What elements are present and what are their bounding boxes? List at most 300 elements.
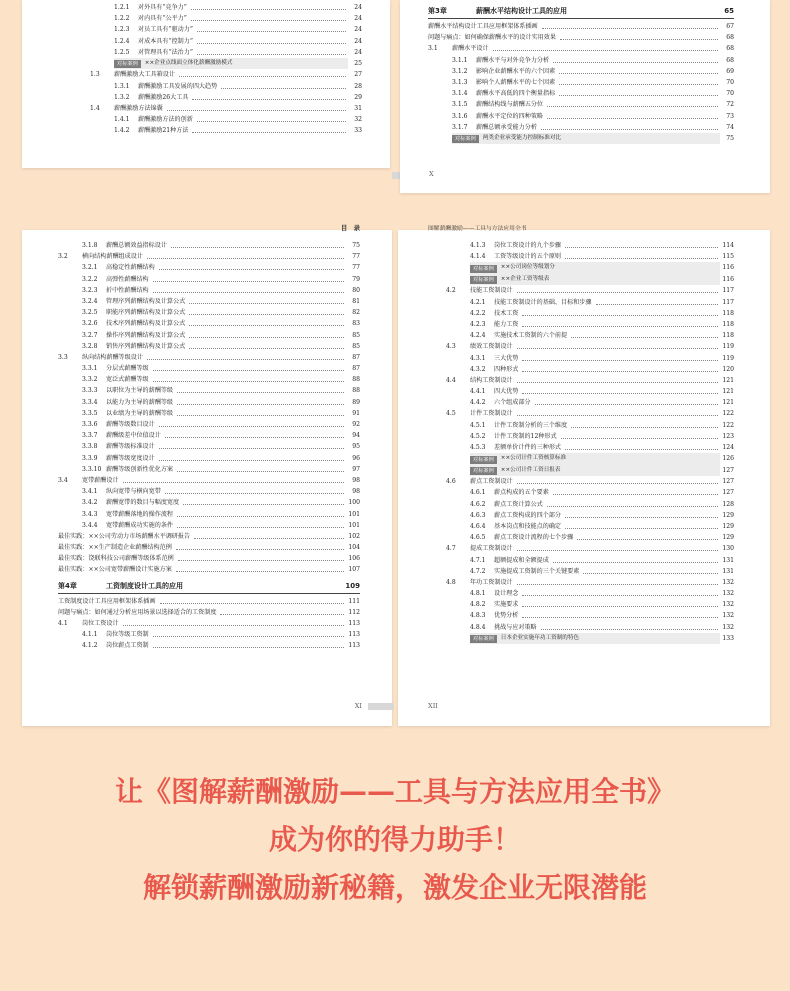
subsection-number: 4.2.2	[470, 309, 486, 317]
toc-subsection	[446, 499, 734, 510]
page-ref: 98	[352, 488, 360, 496]
toc-case-entry	[446, 274, 734, 286]
page-ref: 68	[726, 34, 734, 42]
subsection-title: 四大优势	[494, 388, 519, 396]
toc-subsection	[58, 363, 360, 374]
page-ref: 121	[722, 388, 734, 396]
page-number: XII	[428, 702, 438, 710]
leader-dots	[522, 588, 718, 596]
subsection-title: 以能力为主导的薪酬等级	[106, 398, 174, 406]
subsection-title: 六个组成部分	[494, 399, 531, 407]
leader-dots	[191, 13, 346, 21]
leader-dots	[547, 111, 718, 119]
page-ref: 94	[352, 432, 360, 440]
section-title: 薪酬激励大工具箱设计	[114, 71, 175, 79]
subsection-title: 岗位工资设计的九个步骤	[494, 242, 562, 249]
page-ref: 129	[722, 511, 734, 519]
subsection-number: 4.2.3	[470, 320, 486, 328]
toc-entry	[58, 607, 360, 618]
subsection-number: 3.3.2	[82, 376, 98, 384]
leader-dots	[577, 532, 718, 540]
toc-subsection	[446, 487, 734, 498]
section-number: 4.4	[446, 376, 456, 384]
case-title: ××公司计件工资日报表	[500, 466, 561, 473]
case-tag: 对标案例	[470, 276, 497, 284]
subsection-number: 3.1.4	[452, 90, 468, 98]
toc-subsection	[446, 330, 734, 341]
section-title: 薪酬激励方法锦囊	[114, 105, 163, 112]
section-number: 3.2	[58, 253, 68, 261]
subsection-number: 1.3.1	[114, 82, 130, 90]
leader-dots	[522, 599, 718, 607]
subsection-number: 3.4.2	[82, 499, 98, 507]
page-ref: 104	[348, 544, 360, 552]
toc-case-entry	[90, 58, 362, 70]
subsection-number: 4.6.3	[470, 511, 486, 519]
toc-section	[58, 251, 360, 262]
toc-subsection	[58, 240, 360, 251]
page-ref: 113	[348, 642, 360, 650]
page-ref: 132	[722, 623, 734, 631]
subsection-number: 3.2.7	[82, 331, 98, 339]
subsection-number: 1.4.2	[114, 127, 130, 135]
leader-dots	[197, 47, 346, 55]
leader-dots	[583, 566, 718, 574]
toc-subsection	[446, 622, 734, 633]
section-number: 4.2	[446, 287, 456, 295]
toc-subsection	[58, 374, 360, 385]
subsection-number: 4.1.2	[82, 642, 98, 650]
toc-case-entry	[446, 465, 734, 477]
subsection-number: 4.6.5	[470, 534, 486, 542]
subsection-number: 4.8.1	[470, 590, 486, 598]
page-ref: 132	[722, 578, 734, 586]
leader-dots	[547, 499, 718, 507]
case-title: ××公司计件工资核算标准	[500, 455, 567, 462]
leader-dots	[197, 24, 346, 32]
section-title: 年功工资制设计	[470, 578, 513, 586]
page-ref: 131	[722, 567, 734, 575]
leader-dots	[197, 36, 346, 44]
page-ref: 24	[354, 37, 362, 45]
subsection-number: 3.3.7	[82, 432, 98, 440]
subsection-title: 薪点工资计算公式	[494, 500, 543, 508]
toc-subsection	[58, 330, 360, 341]
page-ref: 109	[345, 581, 360, 590]
page-number: XI	[354, 702, 362, 710]
page-ref: 111	[348, 597, 360, 605]
leader-dots	[565, 442, 718, 450]
page-ref: 75	[726, 134, 734, 142]
toc-section	[446, 285, 734, 296]
page-ref: 101	[348, 521, 360, 529]
section-title: 计件工资制设计	[470, 410, 513, 418]
subsection-number: 3.1.7	[452, 123, 468, 131]
page-ref: 27	[354, 71, 362, 79]
subsection-number: 1.2.1	[114, 4, 130, 11]
case-tag: 对标案例	[452, 135, 479, 143]
section-title: 提成工资制设计	[470, 545, 513, 553]
subsection-number: 4.8.3	[470, 612, 486, 620]
page-ref: 96	[352, 454, 360, 462]
page-ref: 113	[348, 631, 360, 639]
page-ref: 85	[352, 342, 360, 350]
toc-subsection	[446, 397, 734, 408]
subsection-number: 4.2.1	[470, 298, 486, 306]
book-page-top-right	[400, 0, 770, 193]
toc-subsection	[446, 510, 734, 521]
chapter-number: 第3章	[428, 7, 447, 15]
page-ref: 24	[354, 4, 362, 11]
toc-subsection	[446, 532, 734, 543]
toc-subsection	[428, 99, 734, 110]
section-title: 宽带薪酬设计	[82, 476, 119, 484]
subsection-number: 3.4.4	[82, 521, 98, 529]
subsection-title: 影响企业薪酬水平的六个因素	[476, 67, 556, 75]
subsection-title: 挑战与应对策略	[494, 623, 537, 631]
page-ref: 118	[722, 309, 734, 317]
subsection-number: 3.3.3	[82, 387, 98, 395]
leader-dots	[153, 374, 344, 382]
subsection-title: 薪酬等级宽度设计	[106, 454, 155, 462]
page-ref: 68	[726, 56, 734, 64]
subsection-title: 薪酬水平高低的四个衡量指标	[476, 90, 556, 98]
promo-line-1: 让《图解薪酬激励——工具与方法应用全书》	[114, 775, 675, 808]
leader-dots	[159, 419, 344, 427]
subsection-number: 3.3.5	[82, 409, 98, 417]
leader-dots	[197, 114, 346, 122]
section-number: 4.3	[446, 343, 456, 351]
leader-dots	[571, 330, 718, 338]
leader-dots	[153, 629, 344, 637]
toc-case-entry	[428, 133, 734, 145]
subsection-title: 对外具有“竞争力”	[138, 4, 187, 11]
toc-subsection	[428, 111, 734, 122]
page-ref: 70	[726, 90, 734, 98]
section-number: 4.1	[58, 620, 68, 627]
page-ref: 80	[352, 286, 360, 294]
case-tag: 对标案例	[470, 467, 497, 475]
leader-dots	[123, 475, 344, 483]
toc-subsection	[446, 386, 734, 397]
subsection-number: 3.2.2	[82, 275, 98, 283]
subsection-title: 薪酬结构线与薪酬五分位	[476, 101, 544, 109]
entry-title: 问题与痛点：如何通过分析应用场景以选择适合的工资制度	[58, 608, 217, 616]
subsection-title: 薪酬水平定位的四种策略	[476, 112, 544, 120]
page-ref: 95	[352, 443, 360, 451]
page-ref: 73	[726, 112, 734, 120]
page-ref: 114	[722, 242, 734, 249]
toc-section	[90, 69, 362, 80]
toc-subsection	[58, 262, 360, 273]
page-ref: 131	[722, 556, 734, 564]
subsection-title: 计件工资制分析的三个维度	[494, 421, 568, 429]
chapter-title: 薪酬水平结构设计工具的应用	[476, 7, 567, 15]
subsection-number: 3.1.5	[452, 101, 468, 109]
subsection-number: 4.7.2	[470, 567, 486, 575]
leader-dots	[177, 385, 344, 393]
toc-subsection	[58, 520, 360, 531]
subsection-title: 技能工资制设计的基础、目标和步骤	[494, 298, 592, 306]
toc-subsection	[58, 419, 360, 430]
page-ref: 85	[352, 331, 360, 339]
leader-dots	[560, 32, 718, 40]
leader-dots	[517, 375, 718, 383]
subsection-number: 3.2.6	[82, 320, 98, 328]
subsection-number: 1.2.3	[114, 26, 130, 34]
leader-dots	[153, 274, 344, 282]
subsection-number: 4.6.2	[470, 500, 486, 508]
subsection-number: 3.3.1	[82, 365, 98, 373]
subsection-title: 薪点构成的五个要素	[494, 489, 549, 497]
toc-subsection	[428, 122, 734, 133]
toc-subsection	[90, 2, 362, 13]
subsection-title: 优势分析	[494, 612, 519, 620]
section-title: 横向结构薪酬组成设计	[82, 253, 143, 261]
toc-subsection	[446, 431, 734, 442]
subsection-title: 薪酬等级数目设计	[106, 421, 155, 428]
leader-dots	[522, 386, 718, 394]
toc-subsection	[446, 251, 734, 262]
page-header: 图解薪酬激励——工具与方法应用全书	[428, 226, 527, 232]
case-title: 两类企业承受能力控制标准对比	[482, 134, 562, 141]
toc-subsection	[446, 442, 734, 453]
leader-dots	[177, 464, 344, 472]
leader-dots	[517, 577, 718, 585]
toc-chapter	[58, 579, 360, 594]
leader-dots	[522, 610, 718, 618]
toc-subsection	[58, 274, 360, 285]
leader-dots	[176, 564, 344, 572]
leader-dots	[159, 262, 344, 270]
page-ref: 124	[722, 444, 734, 451]
page-ref: 25	[354, 59, 362, 67]
entry-title: 最佳实践：××公司劳动力市场薪酬水平调研报告	[58, 532, 191, 540]
leader-dots	[189, 296, 344, 304]
toc-entry	[58, 553, 360, 564]
subsection-title: 高稳定性薪酬结构	[106, 264, 155, 272]
toc-subsection	[58, 397, 360, 408]
subsection-title: 实施提成工资制的三个关键要素	[494, 567, 580, 575]
subsection-number: 4.8.4	[470, 623, 486, 631]
leader-dots	[176, 542, 344, 550]
toc-entry	[58, 542, 360, 553]
subsection-title: 宽带薪酬落地的操作流程	[106, 510, 174, 518]
section-number: 1.4	[90, 105, 100, 112]
page-ref: 127	[722, 466, 734, 474]
page-ref: 121	[722, 376, 734, 384]
page-ref: 132	[722, 612, 734, 620]
toc-subsection	[446, 420, 734, 431]
subsection-number: 4.1.4	[470, 253, 486, 261]
toc-section	[446, 543, 734, 554]
subsection-title: 薪酬水平与对外竞争力分析	[476, 56, 550, 64]
toc-section	[446, 577, 734, 588]
leader-dots	[159, 441, 344, 449]
toc-subsection	[58, 341, 360, 352]
subsection-number: 3.1.2	[452, 67, 468, 75]
toc-subsection	[90, 114, 362, 125]
leader-dots	[522, 319, 718, 327]
leader-dots	[192, 125, 346, 133]
subsection-number: 3.2.1	[82, 264, 98, 272]
leader-dots	[553, 55, 718, 63]
subsection-number: 4.2.4	[470, 332, 486, 340]
subsection-number: 1.2.2	[114, 15, 130, 23]
entry-title: 最佳实践：××生产制造企业薪酬结构范例	[58, 544, 172, 552]
case-title: ××公司岗位等级划分	[500, 264, 555, 271]
leader-dots	[171, 240, 344, 248]
subsection-title: 能力工资	[494, 320, 519, 328]
subsection-number: 1.3.2	[114, 93, 130, 101]
subsection-title: 管理序列薪酬结构及计算公式	[106, 297, 186, 305]
page-ref: 92	[352, 421, 360, 428]
page-ref: 132	[722, 590, 734, 598]
subsection-title: 薪酬等级标准设计	[106, 443, 155, 451]
subsection-title: 分层式薪酬等级	[106, 365, 149, 373]
toc-section	[446, 408, 734, 419]
leader-dots	[178, 553, 344, 561]
leader-dots	[194, 531, 344, 539]
page-ref: 120	[722, 365, 734, 373]
page-ref: 77	[352, 264, 360, 272]
page-ref: 98	[352, 476, 360, 484]
page-ref: 113	[348, 620, 360, 627]
leader-dots	[559, 88, 718, 96]
page-ref: 123	[722, 432, 734, 440]
toc-subsection	[446, 297, 734, 308]
toc-subsection	[58, 307, 360, 318]
page-ref: 126	[722, 455, 734, 463]
toc-entry	[58, 596, 360, 607]
toc-subsection	[90, 81, 362, 92]
entry-title: 问题与痛点：如何确保薪酬水平的设计实用效果	[428, 34, 556, 42]
leader-dots	[553, 487, 718, 495]
case-tag: 对标案例	[470, 456, 497, 464]
toc-chapter	[428, 4, 734, 19]
leader-dots	[559, 77, 718, 85]
toc-subsection	[90, 47, 362, 58]
subsection-title: 设计理念	[494, 590, 519, 598]
subsection-title: 职能序列薪酬结构及计算公式	[106, 309, 186, 317]
page-ref: 31	[354, 105, 362, 112]
subsection-number: 3.3.8	[82, 443, 98, 451]
page-ref: 65	[724, 7, 734, 15]
page-divider	[368, 703, 394, 710]
subsection-title: 对管理具有“法治力”	[138, 48, 193, 56]
subsection-title: 超额提成和全额提成	[494, 556, 549, 564]
section-title: 结构工资制设计	[470, 376, 513, 384]
leader-dots	[517, 543, 718, 551]
leader-dots	[493, 43, 718, 51]
section-number: 4.8	[446, 578, 456, 586]
leader-dots	[220, 607, 344, 615]
subsection-number: 4.3.1	[470, 354, 486, 362]
leader-dots	[541, 122, 718, 130]
toc-section	[428, 43, 734, 54]
promo-line-3: 解锁薪酬激励新秘籍，激发企业无限潜能	[142, 871, 647, 904]
leader-dots	[189, 307, 344, 315]
page-ref: 117	[722, 298, 734, 306]
toc-subsection	[58, 640, 360, 651]
page-ref: 122	[722, 410, 734, 418]
leader-dots	[522, 353, 718, 361]
subsection-title: 宽泛式薪酬等级	[106, 376, 149, 384]
subsection-number: 3.4.3	[82, 510, 98, 518]
subsection-title: 薪酬激励26大工具	[138, 93, 189, 101]
leader-dots	[596, 297, 719, 305]
leader-dots	[153, 640, 344, 648]
page-ref: 102	[348, 532, 360, 540]
toc-subsection	[58, 464, 360, 475]
subsection-title: 操作序列薪酬结构及计算公式	[106, 331, 186, 339]
section-number: 3.4	[58, 476, 68, 484]
subsection-title: 薪酬激励21种方法	[138, 127, 189, 135]
subsection-title: 技术工资	[494, 309, 519, 317]
leader-dots	[583, 635, 718, 642]
leader-dots	[191, 2, 346, 10]
page-ref: 129	[722, 534, 734, 542]
page-ref: 75	[352, 242, 360, 249]
leader-dots	[542, 21, 718, 29]
leader-dots	[517, 408, 718, 416]
leader-dots	[177, 520, 344, 528]
subsection-title: 基本岗点和技能点的确定	[494, 522, 562, 530]
subsection-number: 4.8.2	[470, 601, 486, 609]
toc-subsection	[446, 555, 734, 566]
entry-title: 最佳实践：饶联科技公司薪酬等级体系范例	[58, 555, 174, 563]
page-ref: 117	[722, 287, 734, 295]
subsection-title: 薪酬等级创新性优化方案	[106, 465, 174, 473]
toc-subsection	[58, 497, 360, 508]
subsection-title: 岗位薪点工资制	[106, 642, 149, 650]
page-ref: 33	[354, 127, 362, 135]
leader-dots	[565, 240, 718, 248]
section-title: 绩效工资制设计	[470, 343, 513, 351]
leader-dots	[517, 341, 718, 349]
subsection-number: 1.2.5	[114, 48, 130, 56]
page-ref: 24	[354, 26, 362, 34]
toc-section	[446, 341, 734, 352]
subsection-number: 3.2.4	[82, 297, 98, 305]
page-ref: 24	[354, 15, 362, 23]
toc-subsection	[58, 385, 360, 396]
leader-dots	[165, 430, 344, 438]
toc-subsection	[58, 318, 360, 329]
page-ref: 127	[722, 489, 734, 497]
section-title: 薪酬水平设计	[452, 45, 489, 53]
page-ref: 74	[726, 123, 734, 131]
subsection-number: 4.7.1	[470, 556, 486, 564]
subsection-number: 4.5.1	[470, 421, 486, 429]
page-ref: 118	[722, 332, 734, 340]
leader-dots	[570, 455, 718, 462]
leader-dots	[565, 251, 718, 259]
leader-dots	[571, 4, 718, 11]
entry-title: 工资制度设计工具应用框架体系插画	[58, 597, 156, 605]
leader-dots	[517, 476, 718, 484]
subsection-title: 薪酬总额承受能力分析	[476, 123, 537, 131]
toc-subsection	[446, 599, 734, 610]
subsection-number: 4.5.3	[470, 444, 486, 451]
leader-dots	[559, 66, 718, 74]
leader-dots	[553, 555, 718, 563]
page-ref: 77	[352, 253, 360, 261]
leader-dots	[541, 622, 718, 630]
page-ref: 87	[352, 353, 360, 361]
subsection-number: 4.6.1	[470, 489, 486, 497]
page-ref: 69	[726, 67, 734, 75]
